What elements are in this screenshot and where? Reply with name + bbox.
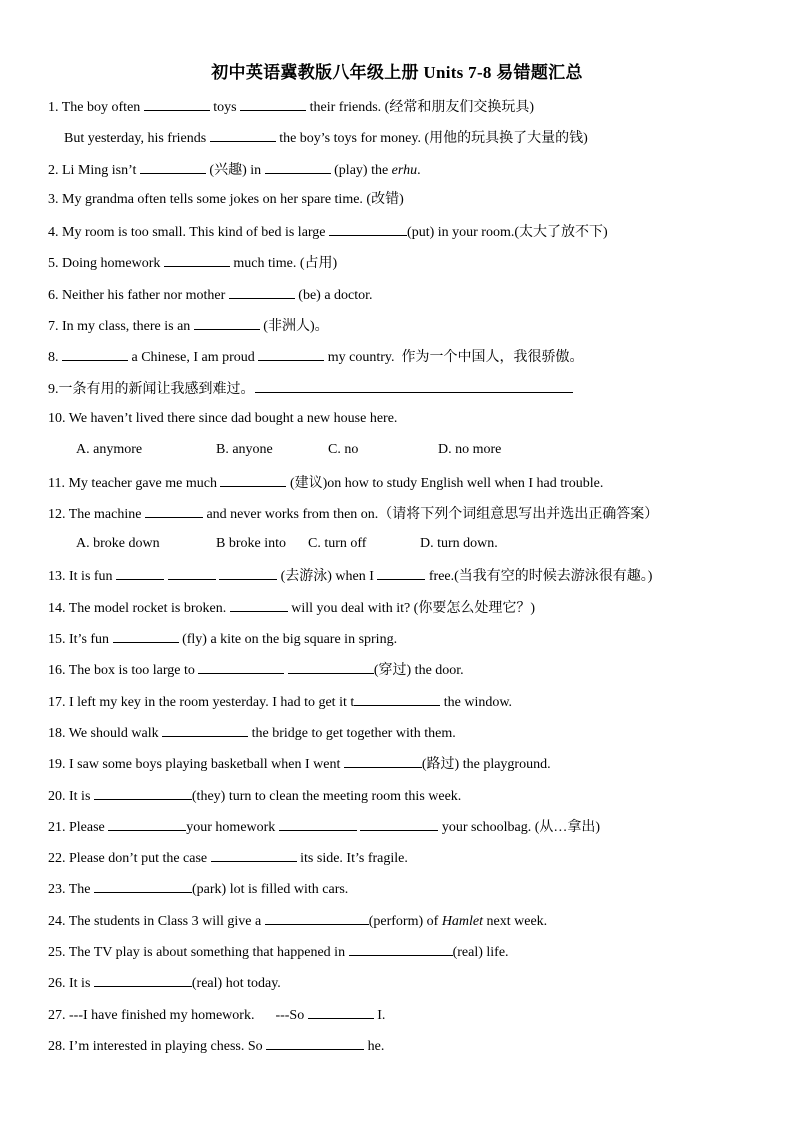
answer-blank[interactable]	[354, 691, 440, 706]
option-d[interactable]: D. no more	[438, 442, 502, 458]
option-d[interactable]: D. turn down.	[420, 536, 498, 552]
answer-blank[interactable]	[377, 565, 425, 580]
answer-blank[interactable]	[308, 1004, 374, 1019]
answer-blank[interactable]	[94, 878, 192, 893]
question-list	[48, 96, 768, 1066]
answer-blank[interactable]	[164, 252, 230, 267]
answer-blank[interactable]	[168, 565, 216, 580]
question-1-part-2: But yesterday, his friends the boy’s toys for money. (用他的玩具换了大量的钱)	[48, 127, 768, 158]
question-27: 27. ---I have finished my homework. ---So I.	[48, 1004, 768, 1035]
question-4: 4. My room is too small. This kind of bed is large (put) in your room.(太大了放不下)	[48, 221, 768, 252]
answer-blank[interactable]	[62, 346, 128, 361]
answer-blank[interactable]	[116, 565, 164, 580]
answer-blank[interactable]	[230, 597, 288, 612]
answer-blank[interactable]	[265, 910, 369, 925]
answer-blank[interactable]	[144, 96, 210, 111]
answer-blank[interactable]	[279, 816, 357, 831]
answer-blank[interactable]	[229, 284, 295, 299]
question-15: 15. It’s fun (fly) a kite on the big square in spring.	[48, 628, 768, 659]
question-21: 21. Please your homework your schoolbag. (从…拿出)	[48, 816, 768, 847]
question-5: 5. Doing homework much time. (占用)	[48, 252, 768, 283]
question-6: 6. Neither his father nor mother (be) a doctor.	[48, 284, 768, 315]
option-b[interactable]: B. anyone	[216, 442, 273, 458]
answer-blank[interactable]	[219, 565, 277, 580]
answer-blank[interactable]	[329, 221, 407, 236]
answer-blank[interactable]	[360, 816, 438, 831]
question-11: 11. My teacher gave me much (建议)on how to study English well when I had trouble.	[48, 472, 768, 503]
question-26: 26. It is (real) hot today.	[48, 972, 768, 1003]
question-7: 7. In my class, there is an (非洲人)。	[48, 315, 768, 346]
answer-blank[interactable]	[162, 722, 248, 737]
option-b[interactable]: B broke into	[216, 536, 286, 552]
answer-blank[interactable]	[344, 753, 422, 768]
question-18: 18. We should walk the bridge to get together with them.	[48, 722, 768, 753]
answer-blank[interactable]	[240, 96, 306, 111]
answer-blank[interactable]	[140, 159, 206, 174]
answer-blank[interactable]	[220, 472, 286, 487]
question-12: 12. The machine and never works from then on.（请将下列个词组意思写出并选出正确答案）	[48, 503, 768, 534]
question-1: 1. The boy often toys their friends. (经常和朋友们交换玩具)	[48, 96, 768, 127]
answer-blank[interactable]	[258, 346, 324, 361]
option-c[interactable]: C. no	[328, 442, 359, 458]
question-12-options	[48, 534, 768, 565]
option-c[interactable]: C. turn off	[308, 536, 367, 552]
answer-blank[interactable]	[145, 503, 203, 518]
answer-blank[interactable]	[194, 315, 260, 330]
question-17: 17. I left my key in the room yesterday. I had to get it t the window.	[48, 691, 768, 722]
answer-blank[interactable]	[349, 941, 453, 956]
answer-blank[interactable]	[265, 159, 331, 174]
question-28: 28. I’m interested in playing chess. So he.	[48, 1035, 768, 1066]
question-10: 10. We haven’t lived there since dad bought a new house here.	[48, 410, 398, 426]
question-13: 13. It is fun (去游泳) when I free.(当我有空的时候去游泳很有趣。)	[48, 565, 768, 596]
option-a[interactable]: A. broke down	[76, 536, 160, 552]
question-9: 9.一条有用的新闻让我感到难过。	[48, 378, 768, 409]
question-10-options	[48, 440, 768, 471]
option-a[interactable]: A. anymore	[76, 442, 143, 458]
answer-blank[interactable]	[94, 972, 192, 987]
answer-blank[interactable]	[108, 816, 186, 831]
question-14: 14. The model rocket is broken. will you deal with it? (你要怎么处理它？)	[48, 597, 768, 628]
answer-blank[interactable]	[288, 659, 374, 674]
answer-blank[interactable]	[255, 378, 573, 393]
answer-blank[interactable]	[266, 1035, 364, 1050]
question-20: 20. It is (they) turn to clean the meeting room this week.	[48, 785, 768, 816]
question-24: 24. The students in Class 3 will give a (perform) of Hamlet next week.	[48, 910, 768, 941]
question-22: 22. Please don’t put the case its side. It’s fragile.	[48, 847, 768, 878]
question-23: 23. The (park) lot is filled with cars.	[48, 878, 768, 909]
question-3: 3. My grandma often tells some jokes on her spare time. (改错)	[48, 191, 404, 207]
question-19: 19. I saw some boys playing basketball when I went (路过) the playground.	[48, 753, 768, 784]
answer-blank[interactable]	[198, 659, 284, 674]
page-title: 初中英语冀教版八年级上册 Units 7-8 易错题汇总	[211, 63, 583, 82]
question-16: 16. The box is too large to (穿过) the door.	[48, 659, 768, 690]
answer-blank[interactable]	[211, 847, 297, 862]
answer-blank[interactable]	[210, 127, 276, 142]
answer-blank[interactable]	[113, 628, 179, 643]
question-2: 2. Li Ming isn’t (兴趣) in (play) the erhu.	[48, 159, 768, 190]
answer-blank[interactable]	[94, 785, 192, 800]
question-8: 8. a Chinese, I am proud my country. 作为一个中国人，我很骄傲。	[48, 346, 768, 377]
question-25: 25. The TV play is about something that happened in (real) life.	[48, 941, 768, 972]
